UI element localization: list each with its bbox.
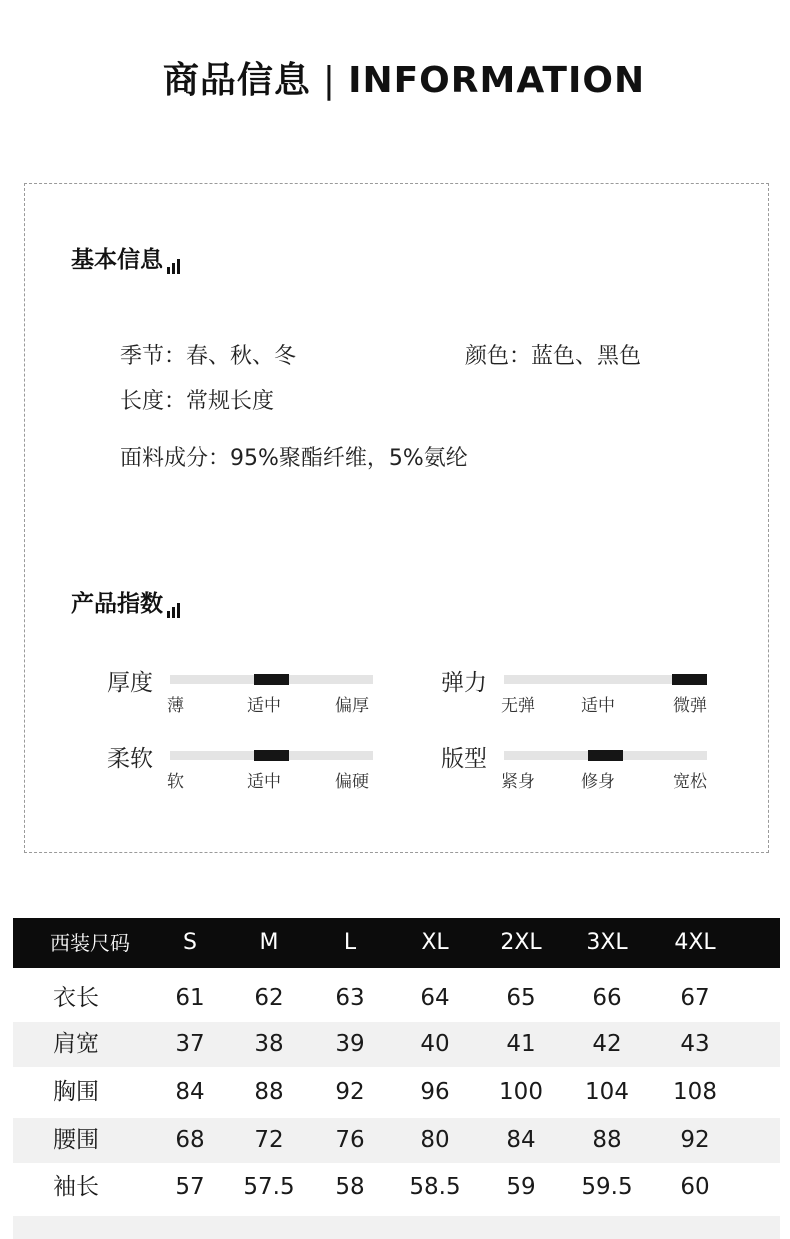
size-table-header [13,918,780,968]
basic-info-title-text: 基本信息 [71,247,163,273]
title-separator: | [322,60,337,101]
table-cell: 84 [175,1079,205,1105]
table-cell: 104 [585,1079,629,1105]
table-footer-strip [13,1216,780,1239]
table-cell: 92 [680,1127,710,1153]
season-info: 季节：春、秋、冬 [120,344,297,369]
table-cell: 100 [499,1079,543,1105]
table-cell: 37 [175,1031,205,1057]
product-index-title [71,585,182,618]
softness-marker [254,750,289,761]
product-index-title-text: 产品指数 [71,591,163,617]
size-header-cell: M [259,930,279,955]
product-info-panel [24,183,769,853]
thickness-scale-high: 偏厚 [335,696,369,716]
bar-chart-icon [167,248,182,274]
basic-info-title [71,241,182,274]
table-cell: 57.5 [243,1174,295,1200]
thickness-marker [254,674,289,685]
thickness-scale-mid: 适中 [247,696,281,716]
size-header-cell: XL [421,930,449,955]
table-cell: 38 [254,1031,284,1057]
table-cell: 108 [673,1079,717,1105]
table-cell: 64 [420,985,450,1011]
table-row [13,1070,780,1115]
thickness-track [170,675,373,684]
size-header-cell: 3XL [586,930,628,955]
measurement-name: 肩宽 [53,1031,99,1057]
table-cell: 76 [335,1127,365,1153]
size-header-cell: L [343,930,357,955]
table-row [13,1118,780,1163]
table-cell: 88 [254,1079,284,1105]
measurement-name: 袖长 [53,1174,99,1200]
table-cell: 57 [175,1174,205,1200]
table-cell: 40 [420,1031,450,1057]
elasticity-scale-low: 无弹 [501,696,535,716]
table-row [13,976,780,1021]
fit-scale-mid: 修身 [581,772,615,792]
table-cell: 43 [680,1031,710,1057]
table-cell: 59 [506,1174,536,1200]
thickness-scale-low: 薄 [167,696,184,716]
fit-scale-high: 宽松 [673,772,707,792]
table-cell: 72 [254,1127,284,1153]
size-header-cell: S [183,930,197,955]
table-row [13,1165,780,1210]
color-info: 颜色：蓝色、黑色 [465,344,642,369]
size-header-cell: 4XL [674,930,716,955]
page-title-en: INFORMATION [348,60,646,101]
table-cell: 58.5 [409,1174,461,1200]
table-cell: 39 [335,1031,365,1057]
table-row [13,1022,780,1067]
length-info: 长度：常规长度 [120,389,275,414]
measurement-name: 衣长 [53,985,99,1011]
elasticity-track [504,675,707,684]
table-cell: 66 [592,985,622,1011]
table-cell: 68 [175,1127,205,1153]
table-cell: 62 [254,985,284,1011]
softness-track [170,751,373,760]
softness-scale-mid: 适中 [247,772,281,792]
table-cell: 96 [420,1079,450,1105]
table-cell: 92 [335,1079,365,1105]
table-cell: 58 [335,1174,365,1200]
fabric-info: 面料成分：95%聚酯纤维，5%氨纶 [120,446,468,471]
table-cell: 88 [592,1127,622,1153]
elasticity-label: 弹力 [441,670,487,696]
elasticity-scale-high: 微弹 [673,696,707,716]
table-cell: 41 [506,1031,536,1057]
table-cell: 67 [680,985,710,1011]
softness-label: 柔软 [107,746,153,772]
fit-track [504,751,707,760]
page-title-cn: 商品信息 [162,60,311,101]
table-cell: 63 [335,985,365,1011]
size-header-label: 西装尺码 [50,931,130,955]
fit-scale-low: 紧身 [501,772,535,792]
table-cell: 42 [592,1031,622,1057]
elasticity-scale-mid: 适中 [581,696,615,716]
fit-label: 版型 [441,746,487,772]
measurement-name: 胸围 [53,1079,99,1105]
table-cell: 60 [680,1174,710,1200]
table-cell: 65 [506,985,536,1011]
softness-scale-high: 偏硬 [335,772,369,792]
elasticity-marker [672,674,707,685]
table-cell: 84 [506,1127,536,1153]
page-title [0,52,790,103]
table-cell: 61 [175,985,205,1011]
fit-marker [588,750,623,761]
thickness-label: 厚度 [107,670,153,696]
table-cell: 80 [420,1127,450,1153]
softness-scale-low: 软 [167,772,184,792]
measurement-name: 腰围 [53,1127,99,1153]
bar-chart-icon [167,592,182,618]
table-cell: 59.5 [581,1174,633,1200]
size-header-cell: 2XL [500,930,542,955]
